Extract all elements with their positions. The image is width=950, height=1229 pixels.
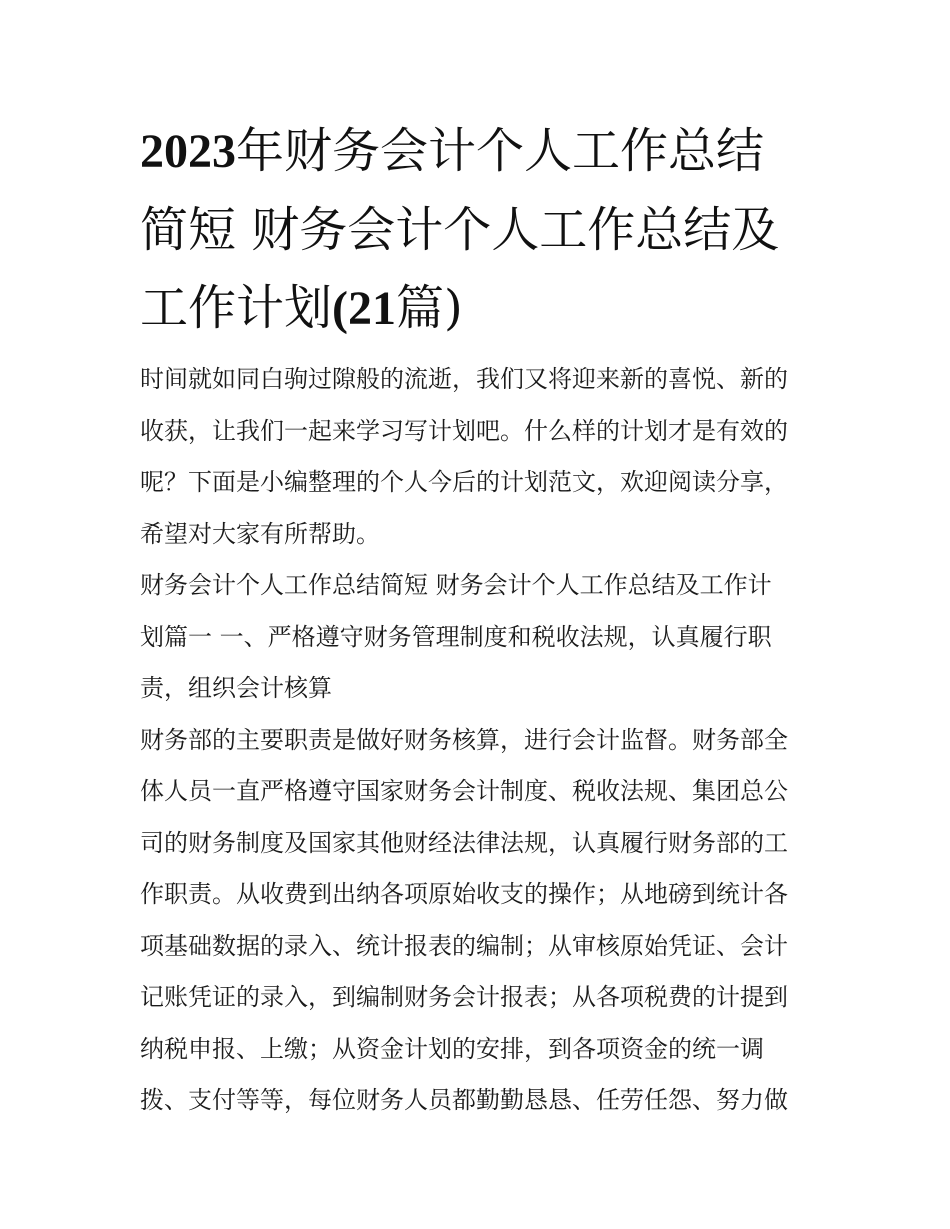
paragraph-body — [140, 715, 820, 1127]
body-line: 划篇一 一、严格遵守财务管理制度和税收法规，认真履行职 — [140, 622, 772, 651]
body-line: 司的财务制度及国家其他财经法律法规，认真履行财务部的工 — [140, 828, 788, 857]
body-line: 记账凭证的录入，到编制财务会计报表；从各项税费的计提到 — [140, 983, 788, 1011]
body-line: 财务会计个人工作总结简短 财务会计个人工作总结及工作计 — [140, 571, 772, 599]
title-count: (21 — [332, 282, 396, 335]
body-line: 项基础数据的录入、统计报表的编制；从审核原始凭证、会计 — [140, 931, 788, 960]
title-line-2 — [140, 191, 820, 269]
body-line: 责，组织会计核算 — [140, 674, 332, 702]
title-text: 工作计划 — [140, 280, 333, 336]
paragraph-intro — [140, 354, 820, 560]
body-line: 纳税申报、上缴；从资金计划的安排，到各项资金的统一调 — [140, 1034, 764, 1063]
title-text: 篇) — [396, 280, 463, 336]
body-line: 拨、支付等等，每位财务人员都勤勤恳恳、任劳任怨、努力做 — [140, 1086, 788, 1114]
body-line: 体人员一直严格遵守国家财务会计制度、税收法规、集团总公 — [140, 777, 788, 805]
body-line: 呢？下面是小编整理的个人今后的计划范文，欢迎阅读分享， — [140, 468, 788, 496]
title-text: 年财务会计个人工作总结 — [236, 123, 765, 179]
title-line-3 — [140, 269, 820, 348]
paragraph-heading — [140, 560, 820, 715]
document-title — [140, 112, 820, 348]
title-year: 2023 — [140, 125, 236, 178]
title-line-1 — [140, 112, 820, 191]
body-line: 收获，让我们一起来学习写计划吧。什么样的计划才是有效的 — [140, 416, 788, 445]
title-text: 简短 财务会计个人工作总结及 — [140, 202, 780, 258]
document-body — [140, 354, 820, 1127]
body-line: 作职责。从收费到出纳各项原始收支的操作；从地磅到统计各 — [140, 880, 788, 908]
body-line: 希望对大家有所帮助。 — [140, 519, 380, 548]
body-line: 财务部的主要职责是做好财务核算，进行会计监督。财务部全 — [140, 725, 788, 754]
body-line: 时间就如同白驹过隙般的流逝，我们又将迎来新的喜悦、新的 — [140, 365, 788, 393]
